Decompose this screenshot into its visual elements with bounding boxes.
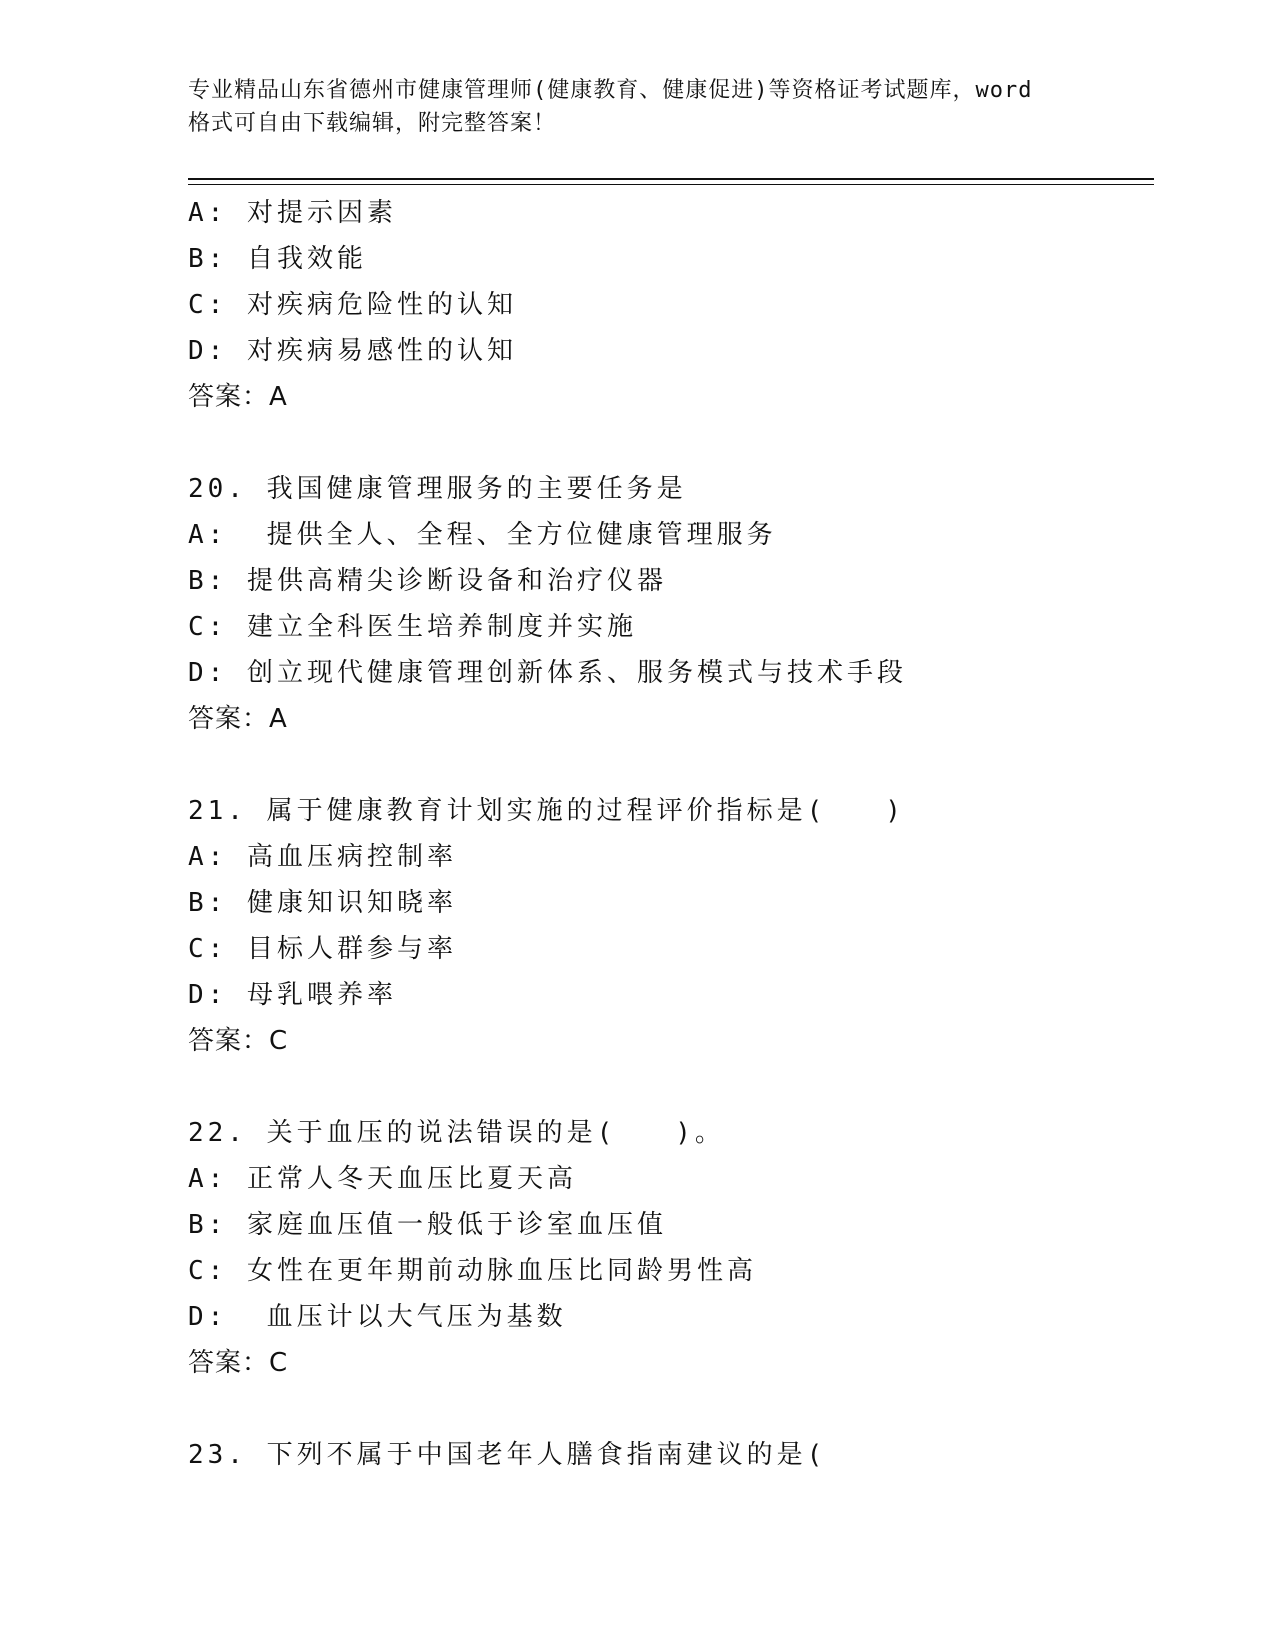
header-divider-thin xyxy=(188,184,1154,185)
option-b: B: 自我效能 xyxy=(188,244,367,274)
spacer xyxy=(188,1386,1148,1432)
question-22 xyxy=(188,1110,1148,1386)
spacer xyxy=(188,1064,1148,1110)
option-a: A: 正常人冬天血压比夏天高 xyxy=(188,1164,577,1194)
spacer xyxy=(188,742,1148,788)
answer: 答案：A xyxy=(188,382,288,412)
question-stem: 23. 下列不属于中国老年人膳食指南建议的是( xyxy=(188,1440,827,1470)
header-line-1: 专业精品山东省德州市健康管理师(健康教育、健康促进)等资格证考试题库，word xyxy=(188,78,1033,103)
header-divider-thick xyxy=(188,178,1154,180)
question-stem: 21. 属于健康教育计划实施的过程评价指标是( ) xyxy=(188,796,905,826)
option-d: D: 创立现代健康管理创新体系、服务模式与技术手段 xyxy=(188,658,907,688)
question-stem: 22. 关于血压的说法错误的是( )。 xyxy=(188,1118,725,1148)
question-19 xyxy=(188,190,1148,420)
option-c: C: 建立全科医生培养制度并实施 xyxy=(188,612,637,642)
option-c: C: 女性在更年期前动脉血压比同龄男性高 xyxy=(188,1256,757,1286)
question-list xyxy=(188,190,1148,1478)
question-stem: 20. 我国健康管理服务的主要任务是 xyxy=(188,474,687,504)
option-c: C: 目标人群参与率 xyxy=(188,934,457,964)
option-d: D: 母乳喂养率 xyxy=(188,980,397,1010)
question-23 xyxy=(188,1432,1148,1478)
option-b: B: 家庭血压值一般低于诊室血压值 xyxy=(188,1210,667,1240)
option-a: A: 对提示因素 xyxy=(188,198,397,228)
option-b: B: 提供高精尖诊断设备和治疗仪器 xyxy=(188,566,667,596)
option-d: D: 对疾病易感性的认知 xyxy=(188,336,517,366)
option-c: C: 对疾病危险性的认知 xyxy=(188,290,517,320)
question-20 xyxy=(188,466,1148,742)
option-d: D: 血压计以大气压为基数 xyxy=(188,1302,567,1332)
option-b: B: 健康知识知晓率 xyxy=(188,888,457,918)
question-21 xyxy=(188,788,1148,1064)
answer: 答案：C xyxy=(188,1026,289,1056)
header-line-2: 格式可自由下载编辑，附完整答案！ xyxy=(188,111,557,136)
answer: 答案：A xyxy=(188,704,288,734)
option-a: A: 高血压病控制率 xyxy=(188,842,457,872)
spacer xyxy=(188,420,1148,466)
option-a: A: 提供全人、全程、全方位健康管理服务 xyxy=(188,520,777,550)
answer: 答案：C xyxy=(188,1348,289,1378)
document-header xyxy=(188,74,1088,140)
